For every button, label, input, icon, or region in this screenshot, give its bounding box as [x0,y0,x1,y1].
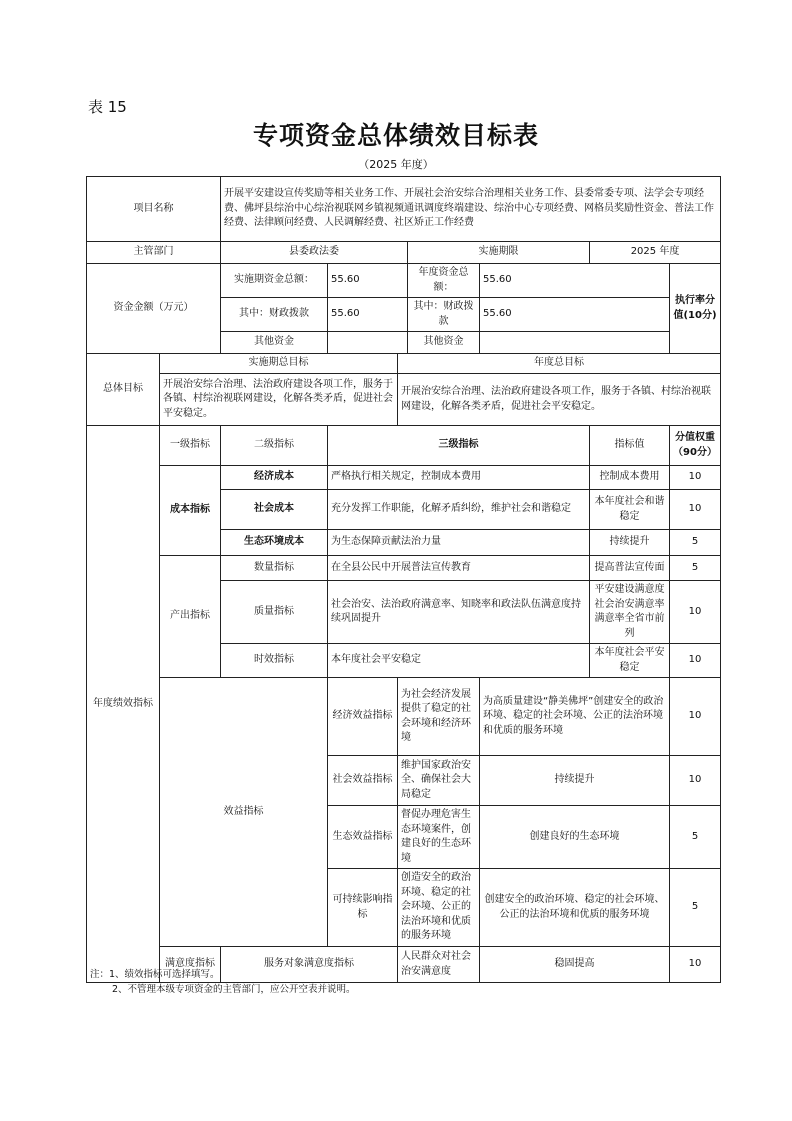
overall-goal-label: 总体目标 [87,354,160,426]
benefit-value: 持续提升 [480,756,670,806]
cost-l2: 生态环境成本 [221,530,328,556]
level2-header: 二级指标 [221,426,328,466]
cost-weight: 10 [670,490,721,530]
satisfaction-weight: 10 [670,947,721,983]
satisfaction-value: 稳固提高 [480,947,670,983]
total-funds-label: 实施期资金总额： [221,264,328,298]
benefit-l2: 可持续影响指标 [328,869,398,947]
benefit-weight: 10 [670,756,721,806]
period-goal-text: 开展治安综合治理、法治政府建设各项工作，服务于各镇、村综治视联网建设，化解各类矛盾，促进社会平安稳定。 [160,374,398,426]
value-header: 指标值 [590,426,670,466]
output-indicator-label: 产出指标 [160,556,221,678]
cost-value: 控制成本费用 [590,466,670,490]
output-value: 提高普法宣传面 [590,556,670,581]
annual-fiscal-value: 55.60 [480,298,670,332]
satisfaction-indicator-label: 满意度指标 [160,947,221,983]
satisfaction-l2: 服务对象满意度指标 [221,947,398,983]
page-title: 专项资金总体绩效目标表 [252,121,539,150]
benefit-value: 创建安全的政治环境、稳定的社会环境、公正的法治环境和优质的服务环境 [480,869,670,947]
project-name-label: 项目名称 [87,177,221,242]
annual-funds-value: 55.60 [480,264,670,298]
dept-value: 县委政法委 [221,242,408,264]
benefit-l2: 生态效益指标 [328,806,398,869]
cost-value: 本年度社会和谐稳定 [590,490,670,530]
cost-weight: 5 [670,530,721,556]
weight-header: 分值权重（90分） [670,426,721,466]
output-l2: 时效指标 [221,644,328,678]
cost-l3: 充分发挥工作职能，化解矛盾纠纷，维护社会和谐稳定 [328,490,590,530]
benefit-l2: 社会效益指标 [328,756,398,806]
cost-l2: 社会成本 [221,490,328,530]
annual-funds-label: 年度资金总额： [408,264,480,298]
other-funds-value [328,332,408,354]
table-number-label: 表 15 [88,98,127,116]
footnote-2: 2、不管理本级专项资金的主管部门，应公开空表并说明。 [112,984,356,996]
output-value: 平安建设满意度社会治安满意率满意率全省市前列 [590,581,670,644]
annual-other-value [480,332,670,354]
exec-rate-score: 执行率分值(10分) [670,264,721,354]
benefit-weight: 5 [670,869,721,947]
cost-indicator-label: 成本指标 [160,466,221,556]
output-l3: 本年度社会平安稳定 [328,644,590,678]
footnotes [90,967,356,997]
benefit-weight: 5 [670,806,721,869]
annual-fiscal-label: 其中：财政拨款 [408,298,480,332]
cost-weight: 10 [670,466,721,490]
annual-indicators-label: 年度绩效指标 [87,426,160,983]
level3-header: 三级指标 [328,426,590,466]
annual-goal-text: 开展治安综合治理、法治政府建设各项工作，服务于各镇、村综治视联网建设，化解各类矛盾，促进社会平安稳定。 [398,374,721,426]
year-subtitle: （2025 年度） [358,158,434,171]
benefit-value: 为高质量建设“静美佛坪”创建安全的政治环境、稳定的社会环境、公正的法治环境和优质的服务环境 [480,678,670,756]
output-l3: 社会治安、法治政府满意率、知晓率和政法队伍满意度持续巩固提升 [328,581,590,644]
benefit-value: 创建良好的生态环境 [480,806,670,869]
fiscal-value: 55.60 [328,298,408,332]
output-weight: 10 [670,644,721,678]
other-funds-label: 其他资金 [221,332,328,354]
output-l3: 在全县公民中开展普法宣传教育 [328,556,590,581]
funds-label: 资金金额（万元） [87,264,221,354]
benefit-l3: 维护国家政治安全、确保社会大局稳定 [398,756,480,806]
annual-other-label: 其他资金 [408,332,480,354]
satisfaction-l3: 人民群众对社会治安满意度 [398,947,480,983]
period-label: 实施期限 [408,242,590,264]
benefit-l2: 经济效益指标 [328,678,398,756]
benefit-l3: 为社会经济发展提供了稳定的社会环境和经济环境 [398,678,480,756]
cost-value: 持续提升 [590,530,670,556]
total-funds-value: 55.60 [328,264,408,298]
cost-l3: 严格执行相关规定，控制成本费用 [328,466,590,490]
dept-label: 主管部门 [87,242,221,264]
footnote-1: 注：1、绩效指标可选择填写。 [90,969,220,980]
period-value: 2025 年度 [590,242,721,264]
output-value: 本年度社会平安稳定 [590,644,670,678]
period-goal-header: 实施期总目标 [160,354,398,374]
fiscal-label: 其中：财政拨款 [221,298,328,332]
benefit-indicator-label: 效益指标 [160,678,328,947]
cost-l2: 经济成本 [221,466,328,490]
performance-target-table [86,176,721,983]
benefit-l3: 督促办理危害生态环境案件，创建良好的生态环境 [398,806,480,869]
output-weight: 5 [670,556,721,581]
annual-goal-header: 年度总目标 [398,354,721,374]
level1-header: 一级指标 [160,426,221,466]
benefit-l3: 创造安全的政治环境、稳定的社会环境、公正的法治环境和优质的服务环境 [398,869,480,947]
benefit-weight: 10 [670,678,721,756]
cost-l3: 为生态保障贡献法治力量 [328,530,590,556]
output-l2: 质量指标 [221,581,328,644]
project-name-value: 开展平安建设宣传奖励等相关业务工作、开展社会治安综合治理相关业务工作、县委常委专项、法学会专项经费、佛坪县综治中心综治视联网乡镇视频通讯调度终端建设、综治中心专项经费、网格员奖励性资金、普法工作经费、法律顾问经费、人民调解经费、社区矫正工作经费 [221,177,721,242]
output-l2: 数量指标 [221,556,328,581]
output-weight: 10 [670,581,721,644]
